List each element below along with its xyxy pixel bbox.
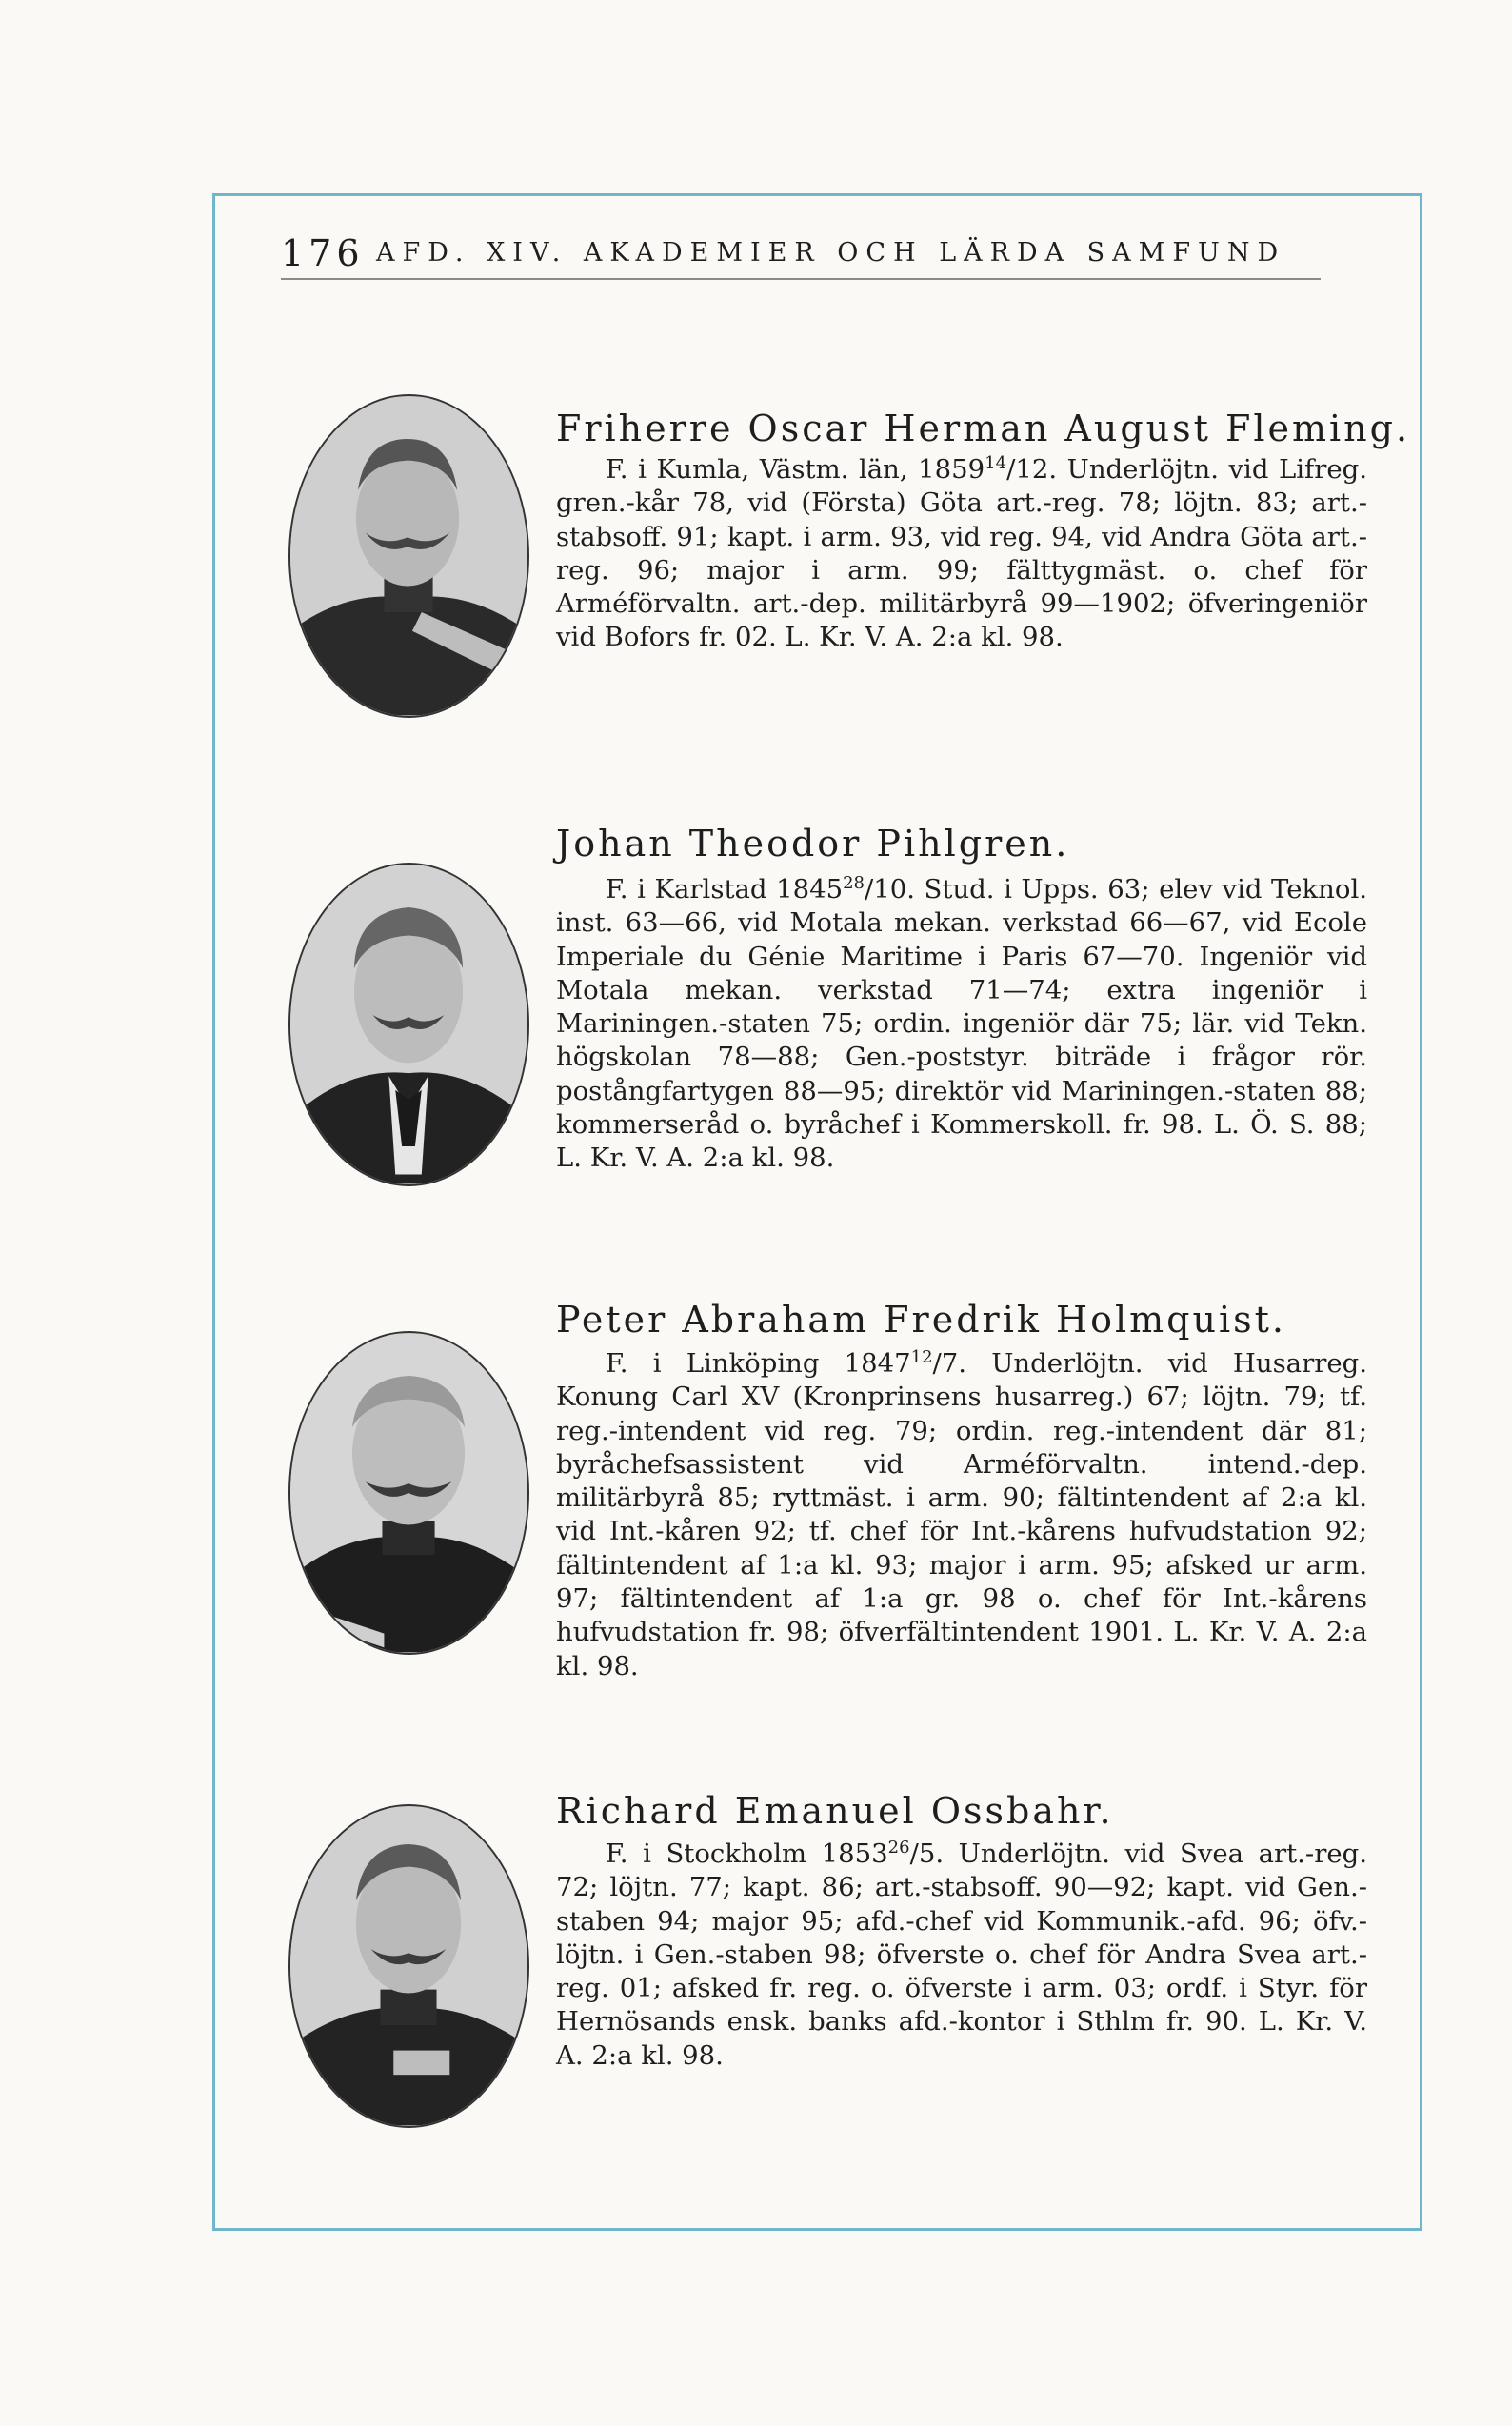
portrait-photo [288,863,529,1186]
person-name: Johan Theodor Pihlgren. [556,823,1070,865]
portrait-photo [288,1804,529,2128]
page-number: 176 [281,232,365,274]
biography-text: F. i Kumla, Västm. län, 1859$^{14}$/12. Underlöjtn. vid Lifreg. gren.-kår 78, vid (Första) Göta art.-reg. 78; löjtn. 83; art.-stabsoff. 91; kapt. i arm. 93, vid reg. 94, vid Andra Göta art.-reg. 96; major i arm. 99; fälttygmäst. o. chef för Arméförvaltn. art.-dep. militärbyrå 99—1902; öfveringeniör vid Bofors fr. 02. L. Kr. V. A. 2:a kl. 98. [556,452,1368,653]
running-title: AFD. XIV. AKADEMIER OCH LÄRDA SAMFUND [376,238,1286,268]
biography-text: F. i Stockholm 1853$^{26}$/5. Underlöjtn. vid Svea art.-reg. 72; löjtn. 77; kapt. 86; art.-stabsoff. 90—92; kapt. vid Gen.-staben 94; major 95; afd.-chef vid Kommunik.-afd. 96; öfv.-löjtn. i Gen.-staben 98; öfverste o. chef för Andra Svea art.-reg. 01; afsked fr. reg. o. öfverste i arm. 03; ordf. i Styr. för Hernösands ensk. banks afd.-kontor i Sthlm fr. 90. L. Kr. V. A. 2:a kl. 98. [556,1837,1367,2071]
biography-text: F. i Linköping 1847$^{12}$/7. Underlöjtn. vid Husarreg. Konung Carl XV (Kronprinsens husarreg.) 67; löjtn. 79; tf. reg.-intendent vid reg. 79; ordin. reg.-intendent där 81; byråchefsassistent vid Arméförvaltn. intend.-dep. militärbyrå 85; ryttmäst. i arm. 90; fältintendent af 2:a kl. vid Int.-kåren 92; tf. chef för Int.-kårens hufvudstation 92; fältintendent af 1:a kl. 93; major i arm. 95; afsked ur arm. 97; fältintendent af 1:a gr. 98 o. chef för Int.-kårens hufvudstation fr. 98; öfverfältintendent 1901. L. Kr. V. A. 2:a kl. 98. [556,1346,1367,1681]
person-name: Friherre Oscar Herman August Fleming. [556,408,1411,449]
portrait-photo [288,1331,529,1655]
page-header [281,232,1321,280]
portrait-photo [288,394,529,718]
person-name: Richard Emanuel Ossbahr. [556,1790,1114,1832]
biography-text: F. i Karlstad 1845$^{28}$/10. Stud. i Upps. 63; elev vid Teknol. inst. 63—66, vid Motala mekan. verkstad 66—67, vid Ecole Imperiale du Génie Maritime i Paris 67—70. Ingeniör vid Motala mekan. verkstad 71—74; extra ingeniör i Mariningen.-staten 75; ordin. ingeniör där 75; lär. vid Tekn. högskolan 78—88; Gen.-poststyr. biträde i frågor rör. postångfartygen 88—95; direktör vid Mariningen.-staten 88; kommerseråd o. byråchef i Kommerskoll. fr. 98. L. Ö. S. 88; L. Kr. V. A. 2:a kl. 98. [556,872,1367,1174]
person-name: Peter Abraham Fredrik Holmquist. [556,1299,1286,1341]
